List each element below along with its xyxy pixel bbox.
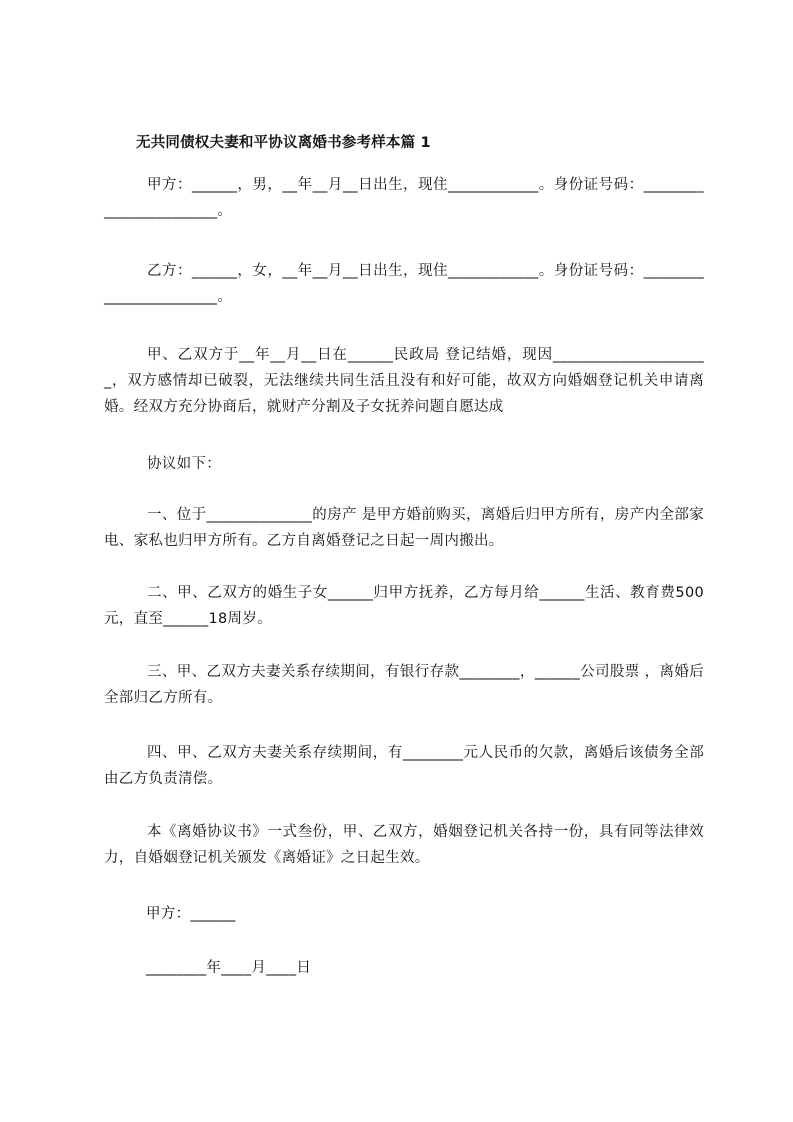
party-b-paragraph: 乙方：______，女，__年__月__日出生，现住____________。身份证号码：_______________________。 — [104, 263, 704, 305]
party-a-paragraph: 甲方：______，男，__年__月__日出生，现住____________。身份证号码：_______________________。 — [104, 177, 704, 219]
signature-date: ________年____月____日 — [146, 960, 312, 976]
clause-2-custody: 二、甲、乙双方的婚生子女______归甲方抚养，乙方每月给______生活、教育费500元，直至______18周岁。 — [104, 585, 704, 627]
signature-party-a: 甲方：______ — [146, 906, 236, 922]
clause-4-debts: 四、甲、乙双方夫妻关系存续期间，有________元人民币的欠款，离婚后该债务全部由乙方负责清偿。 — [104, 745, 704, 787]
clause-3-deposits: 三、甲、乙双方夫妻关系存续期间，有银行存款________，______公司股票 ，离婚后全部归乙方所有。 — [104, 664, 704, 706]
clause-1-property: 一、位于______________的房产 是甲方婚前购买，离婚后归甲方所有，房产内全部家电、家私也归甲方所有。乙方自离婚登记之日起一周内搬出。 — [104, 507, 704, 549]
effectiveness-paragraph: 本《离婚协议书》一式叁份，甲、乙双方，婚姻登记机关各持一份，具有同等法律效力，自婚姻登记机关颁发《离婚证》之日起生效。 — [104, 824, 704, 866]
agreement-intro: 协议如下： — [147, 456, 221, 472]
document-title: 无共同债权夫妻和平协议离婚书参考样本篇 1 — [136, 135, 431, 151]
marriage-background-paragraph: 甲、乙双方于__年__月__日在______民政局 登记结婚，现因_____________________，双方感情却已破裂，无法继续共同生活且没有和好可能，故双方向婚姻登记机关申请离婚。经双方充分协商后，就财产分割及子女抚养问题自愿达成 — [104, 347, 704, 415]
